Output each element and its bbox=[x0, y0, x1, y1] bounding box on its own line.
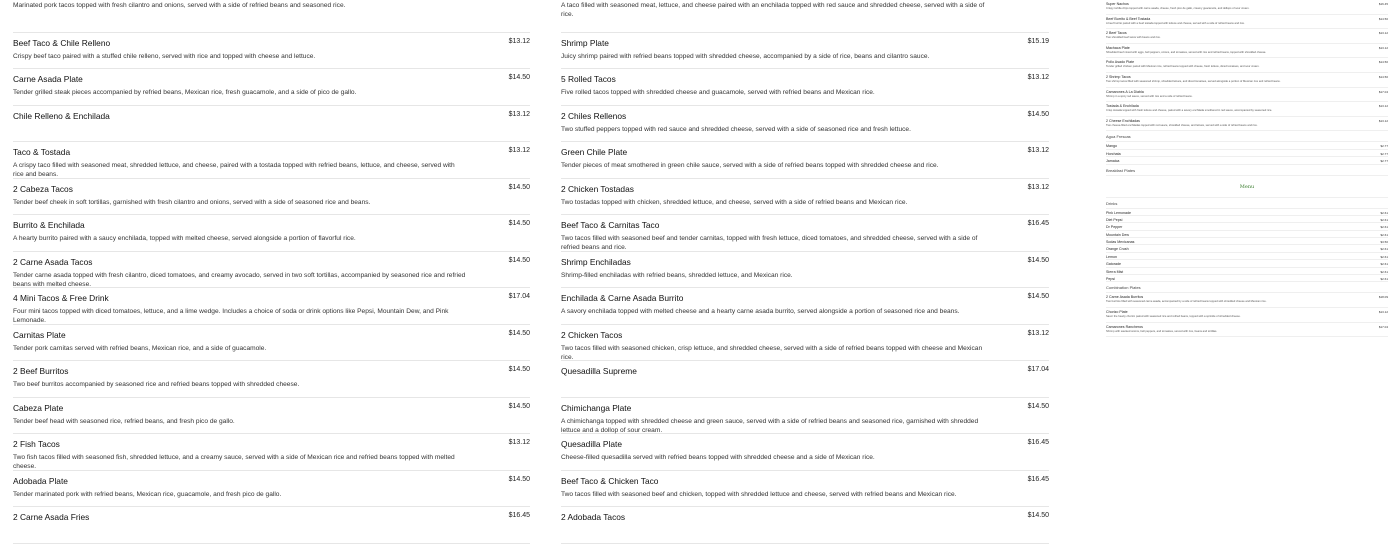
menu-item-name: Quesadilla Plate bbox=[561, 439, 622, 449]
menu-item[interactable] bbox=[13, 179, 530, 216]
menu-item-name: Carne Asada Plate bbox=[13, 74, 83, 84]
menu-item[interactable] bbox=[561, 69, 1049, 106]
menu-item-description: Shrimp-filled enchiladas with refried beans, shredded lettuce, and Mexican rice. bbox=[561, 271, 793, 279]
menu-item-price: $14.50 bbox=[508, 366, 530, 373]
menu-item-description: Shrimp in a spicy red sauce, served with rice and a side of refried beans. bbox=[1106, 94, 1193, 98]
menu-item[interactable] bbox=[561, 252, 1049, 289]
menu-item[interactable] bbox=[1106, 29, 1388, 44]
menu-item-price: $2.77 bbox=[1380, 151, 1388, 156]
menu-column-right bbox=[1106, 0, 1388, 337]
menu-item[interactable] bbox=[1106, 231, 1388, 238]
menu-item-name: Enchilada & Carne Asada Burrito bbox=[561, 293, 684, 303]
menu-item-description: Crispy beef taco paired with a stuffed chile relleno, served with rice and topped with cheese and lettuce. bbox=[13, 52, 316, 60]
menu-item[interactable] bbox=[561, 434, 1049, 471]
menu-item-description: Savor the hearty chorizo paired with seasoned rice and refried beans, topped with a sprinkle of shredded cheese. bbox=[1106, 315, 1241, 319]
menu-item-description: Tender beef cheek in soft tortillas, garnished with fresh cilantro and onions, served with a side of seasoned rice and beans. bbox=[13, 198, 371, 206]
menu-item-name: Burrito & Enchilada bbox=[13, 220, 85, 230]
menu-item-name: 5 Rolled Tacos bbox=[561, 74, 616, 84]
menu-item-description: Two shrimp tacos filled with seasoned shrimp, shredded lettuce, and diced tomatoes, served alongside a portion of Mexican rice and refried beans. bbox=[1106, 79, 1281, 83]
menu-item[interactable] bbox=[561, 398, 1049, 435]
menu-item-price: $14.50 bbox=[508, 329, 530, 337]
menu-item-name: Orange Crush bbox=[1106, 247, 1129, 252]
menu-item[interactable] bbox=[1106, 102, 1388, 117]
menu-item-description: Tender beef head with seasoned rice, refried beans, and fresh pico de gallo. bbox=[13, 417, 235, 425]
menu-item-description: Shrimp with sautéed onions, bell peppers, and tomatoes, served with rice, beans and tortillas. bbox=[1106, 329, 1218, 333]
menu-item-description: Two stuffed peppers topped with red sauce and shredded cheese, served with a side of seasoned rice and fresh lettuce. bbox=[561, 125, 911, 133]
menu-item[interactable] bbox=[561, 288, 1049, 325]
menu-item-price: $2.77 bbox=[1380, 144, 1388, 149]
menu-item[interactable] bbox=[1106, 73, 1388, 88]
menu-item-price: $14.50 bbox=[508, 183, 530, 191]
menu-item[interactable] bbox=[13, 288, 530, 325]
menu-item[interactable] bbox=[13, 215, 530, 252]
menu-item-price: $14.50 bbox=[508, 402, 530, 410]
menu-item-price: $14.50 bbox=[1027, 512, 1049, 519]
menu-item[interactable] bbox=[561, 179, 1049, 216]
menu-item[interactable] bbox=[1106, 157, 1388, 164]
menu-item-price: $13.12 bbox=[508, 439, 530, 446]
menu-item[interactable] bbox=[1106, 88, 1388, 103]
menu-item-name: Mountain Dew bbox=[1106, 232, 1129, 237]
menu-item[interactable] bbox=[1106, 275, 1388, 282]
menu-item-price: $13.12 bbox=[508, 147, 530, 154]
menu-item-price: $14.50 bbox=[1027, 402, 1049, 410]
menu-item[interactable] bbox=[1106, 216, 1388, 223]
menu-item-price: $15.19 bbox=[1027, 37, 1049, 45]
menu-item-price: $16.45 bbox=[508, 512, 530, 519]
menu-item-price: $14.50 bbox=[1027, 293, 1049, 300]
menu-item-price: $14.50 bbox=[508, 475, 530, 483]
menu-item-price: $14.50 bbox=[1378, 60, 1388, 65]
menu-item-description: Two fish tacos filled with seasoned fish, shredded lettuce, and a creamy sauce, served with a side of Mexican rice and refried beans topped with melted cheese. bbox=[13, 454, 455, 470]
menu-item[interactable] bbox=[13, 252, 530, 289]
menu-item-description: Two tacos filled with seasoned beef and tender carnitas, topped with fresh lettuce, diced tomatoes, and shredded cheese, served with a side of refried beans and rice. bbox=[561, 235, 978, 251]
menu-item-description: A chimichanga topped with shredded cheese and green sauce, served with a side of refried beans and seasoned rice, garnished with shredded lettuce and a dollop of sour cream. bbox=[561, 417, 979, 434]
menu-item[interactable] bbox=[561, 215, 1049, 252]
menu-item-price: $14.50 bbox=[508, 74, 530, 81]
menu-item-description: Shredded beef mixed with eggs, bell peppers, onions, and tomatoes, served with rice and refried beans, topped with shredded cheese. bbox=[1106, 50, 1267, 54]
menu-item-price: $13.12 bbox=[1378, 45, 1388, 50]
menu-item-name: Camarones A La Diabla bbox=[1106, 89, 1144, 94]
menu-item-name: Quesadilla Supreme bbox=[561, 366, 637, 376]
menu-item-name: 2 Beef Tacos bbox=[1106, 31, 1127, 36]
menu-item-name: Chile Relleno & Enchilada bbox=[13, 110, 110, 121]
menu-item-price: $2.61 bbox=[1380, 277, 1388, 282]
menu-item-description: Crisp tostada topped with fresh lettuce and cheese, paired with a savory enchilada smothered in red sauce, accompanied by seasoned rice. bbox=[1106, 109, 1273, 113]
menu-item-name: Horchata bbox=[1106, 151, 1121, 156]
menu-item-price: $14.50 bbox=[1027, 256, 1049, 264]
menu-item-price: $18.09 bbox=[1378, 295, 1388, 300]
menu-item-price: $13.12 bbox=[1378, 104, 1388, 109]
menu-item-name: 2 Chicken Tacos bbox=[561, 329, 623, 340]
menu-item[interactable] bbox=[13, 106, 530, 143]
menu-item-name: Chorizo Plate bbox=[1106, 310, 1128, 315]
menu-item[interactable] bbox=[13, 325, 530, 362]
menu-item[interactable] bbox=[1106, 209, 1388, 216]
menu-item-name: Camarones Rancheros bbox=[1106, 324, 1143, 329]
menu-item-price: $16.45 bbox=[1027, 439, 1049, 446]
menu-item-price: $2.61 bbox=[1380, 210, 1388, 215]
menu-item-name: 2 Cabeza Tacos bbox=[13, 183, 73, 194]
menu-item-price: $13.12 bbox=[508, 37, 530, 45]
menu-item[interactable] bbox=[1106, 253, 1388, 260]
menu-item-description: Crispy tortilla chips topped with carne asada, cheese, fresh pico de gallo, creamy guacamole, and dollops of sour cream. bbox=[1106, 7, 1250, 10]
menu-item-name: Beef Taco & Carnitas Taco bbox=[561, 220, 660, 230]
menu-item[interactable] bbox=[13, 471, 530, 508]
menu-item-description: Tender grilled steak pieces accompanied by refried beans, Mexican rice, fresh guacamole, and a side of pico de gallo. bbox=[13, 89, 357, 96]
menu-item[interactable] bbox=[1106, 58, 1388, 73]
menu-item-price: $16.45 bbox=[1378, 2, 1388, 6]
menu-item-description: A beef burrito paired with a beef tostada topped with lettuce and cheese, served with a side of refried beans and rice. bbox=[1106, 21, 1245, 25]
menu-item-name: Carnitas Plate bbox=[13, 329, 66, 340]
menu-item-name: Green Chile Plate bbox=[561, 147, 628, 157]
menu-item-description: Four mini tacos topped with diced tomatoes, lettuce, and a lime wedge. Includes a choice of soda or drink options like Pepsi, Mountain Dew, and Pink Lemonade. bbox=[13, 308, 449, 324]
menu-item-name: 2 Adobada Tacos bbox=[561, 512, 626, 522]
menu-item[interactable] bbox=[1106, 223, 1388, 230]
menu-item[interactable] bbox=[561, 325, 1049, 362]
menu-item-name: Shrimp Plate bbox=[561, 37, 609, 48]
menu-item-name: 2 Carne Asada Tacos bbox=[13, 256, 93, 267]
menu-item[interactable] bbox=[1106, 142, 1388, 149]
menu-item-description: Tender pieces of meat smothered in green chile sauce, served with a side of refried beans topped with shredded cheese and rice. bbox=[561, 162, 939, 169]
menu-item-description: Tender pork carnitas served with refried beans, Mexican rice, and a side of guacamole. bbox=[13, 344, 267, 352]
menu-item-price: $13.12 bbox=[1378, 118, 1388, 123]
menu-item[interactable] bbox=[13, 33, 530, 70]
menu-item-description: Tender carne asada topped with fresh cilantro, diced tomatoes, and creamy avocado, served in two soft tortillas, accompanied by seasoned rice and refried beans with melted cheese. bbox=[13, 271, 466, 288]
menu-item-name: Sierra Mist bbox=[1106, 269, 1124, 274]
menu-item-price: $13.12 bbox=[1027, 147, 1049, 154]
menu-item-description: Tender marinated pork with refried beans, Mexican rice, guacamole, and fresh pico de gallo. bbox=[13, 490, 282, 498]
menu-item-description: Two tostadas topped with chicken, shredded lettuce, and cheese, served with a side of refried beans and Mexican rice. bbox=[561, 198, 908, 206]
menu-item-description: Two burritos filled with seasoned carne asada, accompanied by a side of refried beans topped with shredded cheese and Mexican rice. bbox=[1106, 300, 1267, 304]
menu-item[interactable] bbox=[1106, 150, 1388, 157]
menu-item[interactable] bbox=[1106, 44, 1388, 59]
menu-item-name: Diet Pepsi bbox=[1106, 217, 1123, 222]
menu-item-price: $2.77 bbox=[1380, 159, 1388, 164]
menu-item-name: 2 Carne Asada Fries bbox=[13, 512, 90, 522]
menu-item-name: Beef Taco & Chicken Taco bbox=[561, 475, 659, 486]
menu-item[interactable] bbox=[561, 142, 1049, 179]
menu-column-left bbox=[13, 0, 530, 544]
menu-item-name: Tostada & Enchilada bbox=[1106, 104, 1139, 109]
menu-item-description: Two shredded beef tacos with beans and rice. bbox=[1106, 36, 1161, 40]
menu-item[interactable] bbox=[1106, 308, 1388, 323]
menu-item[interactable] bbox=[561, 361, 1049, 398]
menu-item-price: $14.50 bbox=[508, 256, 530, 264]
menu-item[interactable] bbox=[1106, 117, 1388, 132]
menu-item-name: 2 Carne Asada Burritos bbox=[1106, 295, 1144, 300]
menu-item-name: Beef Burrito & Beef Tostada bbox=[1106, 16, 1151, 21]
menu-item[interactable] bbox=[13, 398, 530, 435]
menu-item-price: $2.61 bbox=[1380, 262, 1388, 267]
menu-item[interactable] bbox=[1106, 238, 1388, 245]
menu-item-name: Jamaica bbox=[1106, 159, 1120, 164]
section-heading-agua-frescas: Agua Frescas bbox=[1106, 131, 1388, 142]
menu-item-description: A savory enchilada topped with melted cheese and a hearty carne asada burrito, served alongside a portion of seasoned rice and beans. bbox=[561, 308, 960, 315]
menu-item-name: Gatorade bbox=[1106, 262, 1121, 267]
menu-item-name: 2 Cheese Enchiladas bbox=[1106, 118, 1140, 123]
menu-item-price: $17.04 bbox=[508, 293, 530, 300]
menu-item-description: Two tacos filled with seasoned beef and chicken, topped with shredded lettuce and cheese, served with refried beans and Mexican rice. bbox=[561, 490, 957, 498]
menu-item-price: $17.04 bbox=[1378, 89, 1388, 94]
menu-item-price: $16.45 bbox=[1027, 220, 1049, 227]
menu-item-price: $2.61 bbox=[1380, 269, 1388, 274]
menu-item[interactable] bbox=[561, 507, 1049, 544]
menu-item-name: Chimichanga Plate bbox=[561, 402, 632, 413]
menu-item-partial[interactable] bbox=[13, 0, 530, 33]
menu-item-name: Dr Pepper bbox=[1106, 225, 1123, 230]
menu-item-price: $13.12 bbox=[1027, 183, 1049, 191]
menu-item-description: Two cheese-filled enchiladas topped with red sauce, shredded cheese, and lettuce, served with a side of refried beans and rice. bbox=[1106, 123, 1258, 127]
menu-item[interactable] bbox=[13, 142, 530, 179]
menu-item-description: Two tacos filled with seasoned chicken, crisp lettuce, and shredded cheese, served with a side of refried beans topped with cheese and Mexican rice. bbox=[561, 344, 983, 361]
menu-item-name: Sodas Mexicanas bbox=[1106, 240, 1135, 245]
menu-item-price: $14.50 bbox=[1027, 110, 1049, 118]
menu-item[interactable] bbox=[1106, 260, 1388, 267]
logo-text: Menu bbox=[1239, 183, 1255, 190]
menu-item-name: Beef Taco & Chile Relleno bbox=[13, 37, 111, 48]
menu-item-price: $2.61 bbox=[1380, 247, 1388, 252]
menu-item[interactable] bbox=[1106, 15, 1388, 30]
section-heading-combination: Combination Plates bbox=[1106, 282, 1388, 293]
menu-item[interactable] bbox=[13, 507, 530, 544]
section-heading-drinks: Drinks bbox=[1106, 198, 1388, 209]
menu-item-price: $2.61 bbox=[1380, 217, 1388, 222]
menu-item-name: 2 Beef Burritos bbox=[13, 366, 69, 376]
menu-item[interactable] bbox=[1106, 245, 1388, 252]
menu-item-name: Taco & Tostada bbox=[13, 147, 71, 157]
menu-item-price: $17.04 bbox=[1027, 366, 1049, 373]
menu-item-name: Super Nachos bbox=[1106, 2, 1129, 6]
menu-item-description: Marinated pork tacos topped with fresh cilantro and onions, served with a side of refried beans and seasoned rice. bbox=[13, 2, 346, 9]
menu-item-price: $14.50 bbox=[1378, 74, 1388, 79]
menu-item-price: $2.61 bbox=[1380, 225, 1388, 230]
menu-item-price: $14.50 bbox=[1378, 16, 1388, 21]
menu-item-description: A hearty burrito paired with a saucy enchilada, topped with melted cheese, served alongside a portion of flavorful rice. bbox=[13, 235, 356, 242]
menu-item-name: Pink Lemonade bbox=[1106, 210, 1131, 215]
menu-item-name: 2 Shrimp Tacos bbox=[1106, 74, 1131, 79]
menu-column-middle bbox=[561, 0, 1049, 544]
menu-item-name: Cabeza Plate bbox=[13, 402, 64, 413]
menu-item-name: Pepsi bbox=[1106, 277, 1115, 282]
menu-item-name: Mango bbox=[1106, 144, 1117, 149]
menu-item[interactable] bbox=[1106, 293, 1388, 308]
menu-item-name: 2 Chiles Rellenos bbox=[561, 110, 627, 121]
menu-item-name: Adobada Plate bbox=[13, 475, 68, 486]
menu-item-price: $3.50 bbox=[1380, 240, 1388, 245]
menu-item-partial[interactable] bbox=[561, 0, 1049, 33]
menu-item[interactable] bbox=[1106, 0, 1388, 15]
menu-item[interactable] bbox=[13, 434, 530, 471]
menu-item-name: 4 Mini Tacos & Free Drink bbox=[13, 293, 109, 303]
menu-item[interactable] bbox=[561, 106, 1049, 143]
menu-item[interactable] bbox=[561, 33, 1049, 70]
menu-item-price: $13.12 bbox=[1378, 31, 1388, 36]
menu-item-price: $13.12 bbox=[1027, 329, 1049, 337]
menu-item-description: Two beef burritos accompanied by seasoned rice and refried beans topped with shredded cheese. bbox=[13, 381, 300, 388]
menu-item[interactable] bbox=[561, 471, 1049, 508]
menu-item-price: $16.45 bbox=[1027, 475, 1049, 483]
menu-item-price: $17.04 bbox=[1378, 324, 1388, 329]
menu-item-name: Machaca Plate bbox=[1106, 45, 1130, 50]
menu-item[interactable] bbox=[1106, 323, 1388, 338]
menu-item-name: 2 Fish Tacos bbox=[13, 439, 60, 449]
menu-item-description: Juicy shrimp paired with refried beans topped with shredded cheese, accompanied by a side of rice, beans and cilantro sauce. bbox=[561, 52, 930, 60]
menu-item-price: $2.61 bbox=[1380, 254, 1388, 259]
menu-item[interactable] bbox=[13, 69, 530, 106]
menu-item-name: Shrimp Enchiladas bbox=[561, 256, 631, 267]
menu-item-price: $13.12 bbox=[1378, 310, 1388, 315]
menu-item-price: $13.12 bbox=[508, 110, 530, 118]
menu-item-name: Pollo Asado Plate bbox=[1106, 60, 1135, 65]
menu-item[interactable] bbox=[13, 361, 530, 398]
menu-item-price: $2.61 bbox=[1380, 232, 1388, 237]
menu-item[interactable] bbox=[1106, 268, 1388, 275]
section-heading-breakfast: Breakfast Plates bbox=[1106, 165, 1388, 176]
menu-item-name: Lemon bbox=[1106, 254, 1117, 259]
menu-item-description: Cheese-filled quesadilla served with refried beans topped with shredded cheese and a side of Mexican rice. bbox=[561, 454, 875, 461]
menu-item-description: A taco filled with seasoned meat, lettuce, and cheese paired with an enchilada topped with red sauce and shredded cheese, served with a side of rice. bbox=[561, 2, 985, 18]
menu-item-price: $14.50 bbox=[508, 220, 530, 227]
menu-item-description: Five rolled tacos topped with shredded cheese and guacamole, served with refried beans and Mexican rice. bbox=[561, 89, 875, 96]
menu-item-name: 2 Chicken Tostadas bbox=[561, 183, 634, 194]
menu-item-description: Tender grilled chicken paired with Mexican rice, refried beans topped with cheese, fresh lettuce, diced tomatoes, and sour cream. bbox=[1106, 65, 1260, 69]
brand-logo bbox=[1106, 176, 1388, 198]
menu-item-price: $13.12 bbox=[1027, 74, 1049, 81]
menu-item-description: A crispy taco filled with seasoned meat, shredded lettuce, and cheese, paired with a tostada topped with refried beans, lettuce, and cheese, served with rice and beans. bbox=[13, 162, 455, 178]
